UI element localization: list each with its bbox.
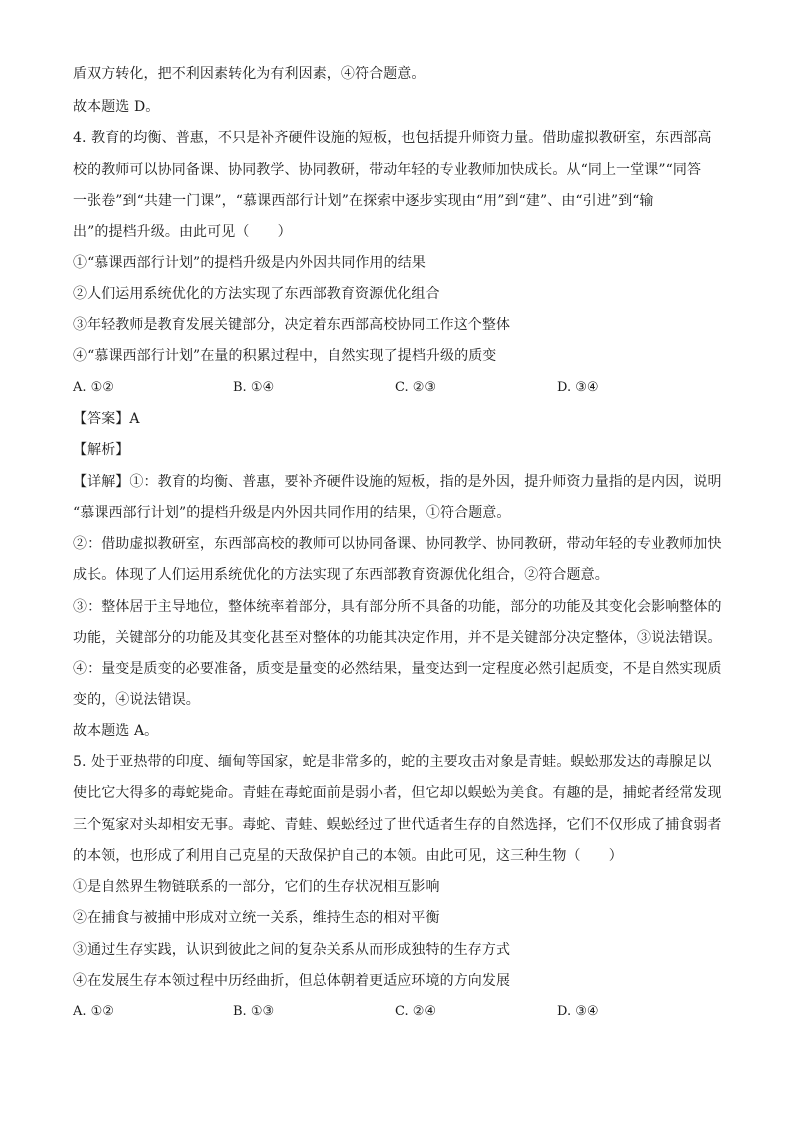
text-line: 三个冤家对头却相安无事。毒蛇、青蛙、蜈蚣经过了世代适者生存的自然选择，它们不仅形成了捕食弱者 xyxy=(73,817,722,833)
option-b: B. ①④ xyxy=(233,380,275,395)
option-c: C. ②③ xyxy=(395,380,437,395)
text-line: 盾双方转化，把不利因素转化为有利因素，④符合题意。 xyxy=(73,66,426,82)
text-line: 成长。体现了人们运用系统优化的方法实现了东西部教育资源优化组合，②符合题意。 xyxy=(73,567,609,583)
statement-3: ③通过生存实践，认识到彼此之间的复杂关系从而形成独特的生存方式 xyxy=(73,942,511,958)
statement-4: ④在发展生存本领过程中历经曲折，但总体朝着更适应环境的方向发展 xyxy=(73,973,511,989)
text-line: 故本题选 D。 xyxy=(73,99,160,115)
statement-1: ①是自然界生物链联系的一部分，它们的生存状况相互影响 xyxy=(73,879,440,895)
text-line: 故本题选 A。 xyxy=(73,723,159,739)
option-d: D. ③④ xyxy=(557,380,599,395)
text-line: ②：借助虚拟教研室，东西部高校的教师可以协同备课、协同教学、协同教研，带动年轻的专业教师加快 xyxy=(73,536,722,552)
option-a: A. ①② xyxy=(73,1004,114,1019)
question-4-stem: 4. 教育的均衡、普惠，不只是补齐硬件设施的短板，也包括提升师资力量。借助虚拟教研室，东西部高 xyxy=(73,130,712,146)
text-line: 校的教师可以协同备课、协同教学、协同教研，带动年轻的专业教师加快成长。从“同上一堂课”“同答 xyxy=(73,162,702,178)
text-line: 的本领，也形成了利用自己克星的天敌保护自己的本领。由此可见，这三种生物（ ） xyxy=(73,848,623,864)
statement-3: ③年轻教师是教育发展关键部分，决定着东西部高校协同工作这个整体 xyxy=(73,317,511,333)
option-d: D. ③④ xyxy=(557,1004,599,1019)
option-c: C. ②④ xyxy=(395,1004,437,1019)
question-5-stem: 5. 处于亚热带的印度、缅甸等国家，蛇是非常多的，蛇的主要攻击对象是青蛙。蜈蚣那发达的毒腺足以 xyxy=(73,754,712,770)
text-line: 变的，④说法错误。 xyxy=(73,692,200,708)
statement-1: ①“慕课西部行计划”的提档升级是内外因共同作用的结果 xyxy=(73,255,426,271)
analysis-label: 【解析】 xyxy=(73,442,130,458)
text-line: 使比它大得多的毒蛇毙命。青蛙在毒蛇面前是弱小者，但它却以蜈蚣为美食。有趣的是，捕蛇者经常发现 xyxy=(73,785,722,801)
text-line: 功能，关键部分的功能及其变化甚至对整体的功能其决定作用，并不是关键部分决定整体，③说法错误。 xyxy=(73,630,722,646)
statement-2: ②在捕食与被捕中形成对立统一关系，维持生态的相对平衡 xyxy=(73,910,440,926)
statement-4: ④“慕课西部行计划”在量的积累过程中，自然实现了提档升级的质变 xyxy=(73,348,497,364)
answer-label: 【答案】A xyxy=(73,411,140,427)
option-a: A. ①② xyxy=(73,380,114,395)
detail-text: 【详解】①：教育的均衡、普惠，要补齐硬件设施的短板，指的是外因，提升师资力量指的是内因，说明 xyxy=(73,474,722,490)
text-line: “慕课西部行计划”的提档升级是内外因共同作用的结果，①符合题意。 xyxy=(73,505,511,521)
text-line: ④：量变是质变的必要准备，质变是量变的必然结果，量变达到一定程度必然引起质变，不是自然实现质 xyxy=(73,661,722,677)
text-line: 出”的提档升级。由此可见（ ） xyxy=(73,224,292,240)
text-line: ③：整体居于主导地位，整体统率着部分，具有部分所不具备的功能，部分的功能及其变化会影响整体的 xyxy=(73,599,722,615)
option-b: B. ①③ xyxy=(233,1004,275,1019)
statement-2: ②人们运用系统优化的方法实现了东西部教育资源优化组合 xyxy=(73,286,440,302)
text-line: 一张卷”到“共建一门课”，“慕课西部行计划”在探索中逐步实现由“用”到“建”、由“引进”到“输 xyxy=(73,193,654,209)
